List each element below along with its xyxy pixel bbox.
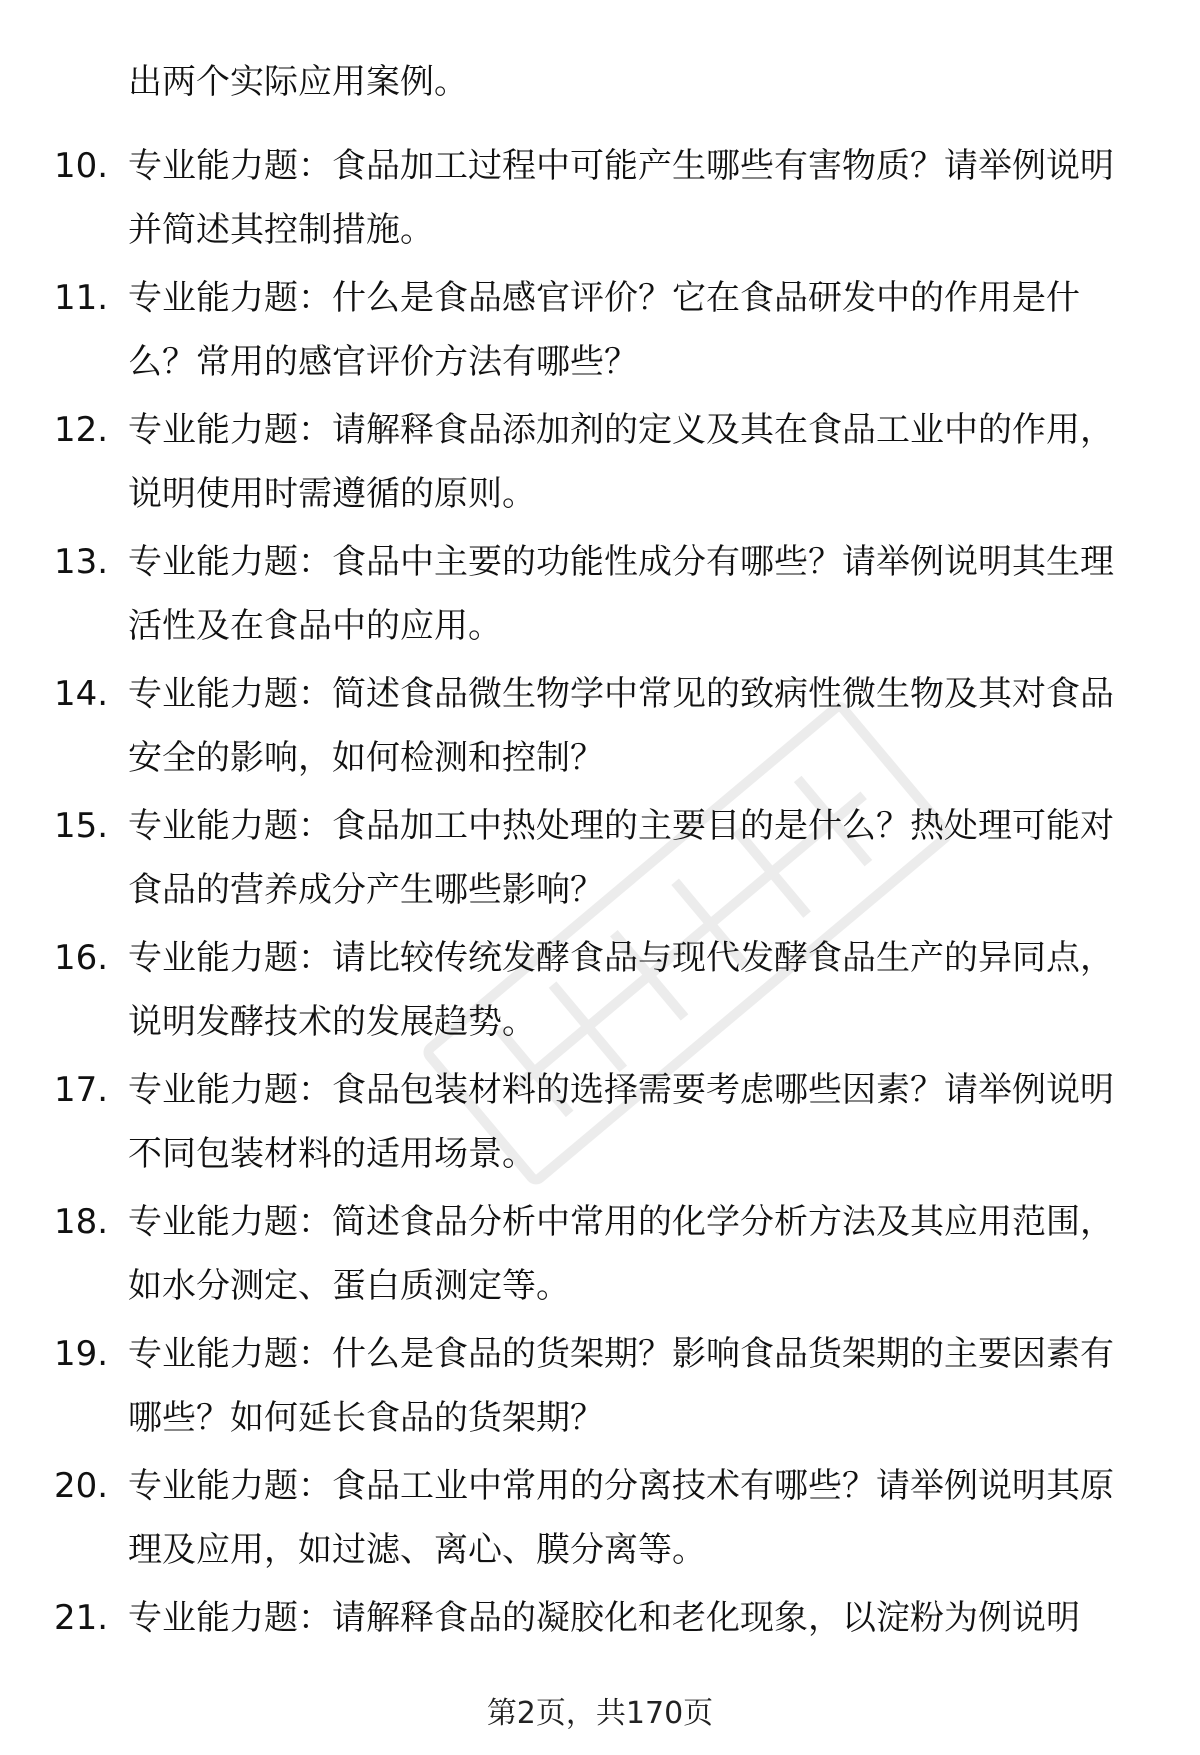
question-number: 18. bbox=[54, 1202, 109, 1242]
question-text: 专业能力题：什么是食品感官评价？它在食品研发中的作用是什么？常用的感官评价方法有哪些？ bbox=[128, 278, 1080, 382]
question-text: 专业能力题：食品中主要的功能性成分有哪些？请举例说明其生理活性及在食品中的应用。 bbox=[128, 542, 1114, 646]
question-item bbox=[0, 398, 1200, 530]
question-text: 专业能力题：请解释食品的凝胶化和老化现象，以淀粉为例说明 bbox=[128, 1598, 1080, 1638]
question-number: 17. bbox=[54, 1070, 109, 1110]
question-number: 20. bbox=[54, 1466, 109, 1506]
question-number: 12. bbox=[54, 410, 109, 450]
question-item bbox=[0, 794, 1200, 926]
continuation-text: 出两个实际应用案例。 bbox=[128, 62, 468, 102]
question-text: 专业能力题：食品加工中热处理的主要目的是什么？热处理可能对食品的营养成分产生哪些影响？ bbox=[128, 806, 1114, 910]
question-item bbox=[0, 1322, 1200, 1454]
question-item bbox=[0, 662, 1200, 794]
question-text: 专业能力题：食品加工过程中可能产生哪些有害物质？请举例说明并简述其控制措施。 bbox=[128, 146, 1114, 250]
question-number: 13. bbox=[54, 542, 109, 582]
question-number: 21. bbox=[54, 1598, 109, 1638]
question-item bbox=[0, 1454, 1200, 1586]
question-item bbox=[0, 1190, 1200, 1322]
page-footer: 第2页，共170页 bbox=[486, 1696, 714, 1731]
question-text: 专业能力题：请比较传统发酵食品与现代发酵食品生产的异同点，说明发酵技术的发展趋势。 bbox=[128, 938, 1114, 1042]
question-list bbox=[0, 134, 1200, 1718]
question-number: 11. bbox=[54, 278, 109, 318]
question-item bbox=[0, 926, 1200, 1058]
question-text: 专业能力题：食品包装材料的选择需要考虑哪些因素？请举例说明不同包装材料的适用场景。 bbox=[128, 1070, 1114, 1174]
question-number: 14. bbox=[54, 674, 109, 714]
question-number: 10. bbox=[54, 146, 109, 186]
question-number: 15. bbox=[54, 806, 109, 846]
question-number: 19. bbox=[54, 1334, 109, 1374]
question-item bbox=[0, 530, 1200, 662]
question-item bbox=[0, 266, 1200, 398]
question-text: 专业能力题：简述食品微生物学中常见的致病性微生物及其对食品安全的影响，如何检测和控制？ bbox=[128, 674, 1114, 778]
question-text: 专业能力题：简述食品分析中常用的化学分析方法及其应用范围，如水分测定、蛋白质测定等。 bbox=[128, 1202, 1114, 1306]
question-text: 专业能力题：食品工业中常用的分离技术有哪些？请举例说明其原理及应用，如过滤、离心、膜分离等。 bbox=[128, 1466, 1114, 1570]
question-number: 16. bbox=[54, 938, 109, 978]
question-text: 专业能力题：请解释食品添加剂的定义及其在食品工业中的作用，说明使用时需遵循的原则。 bbox=[128, 410, 1114, 514]
question-item bbox=[0, 134, 1200, 266]
question-item bbox=[0, 1058, 1200, 1190]
question-text: 专业能力题：什么是食品的货架期？影响食品货架期的主要因素有哪些？如何延长食品的货架期？ bbox=[128, 1334, 1114, 1438]
